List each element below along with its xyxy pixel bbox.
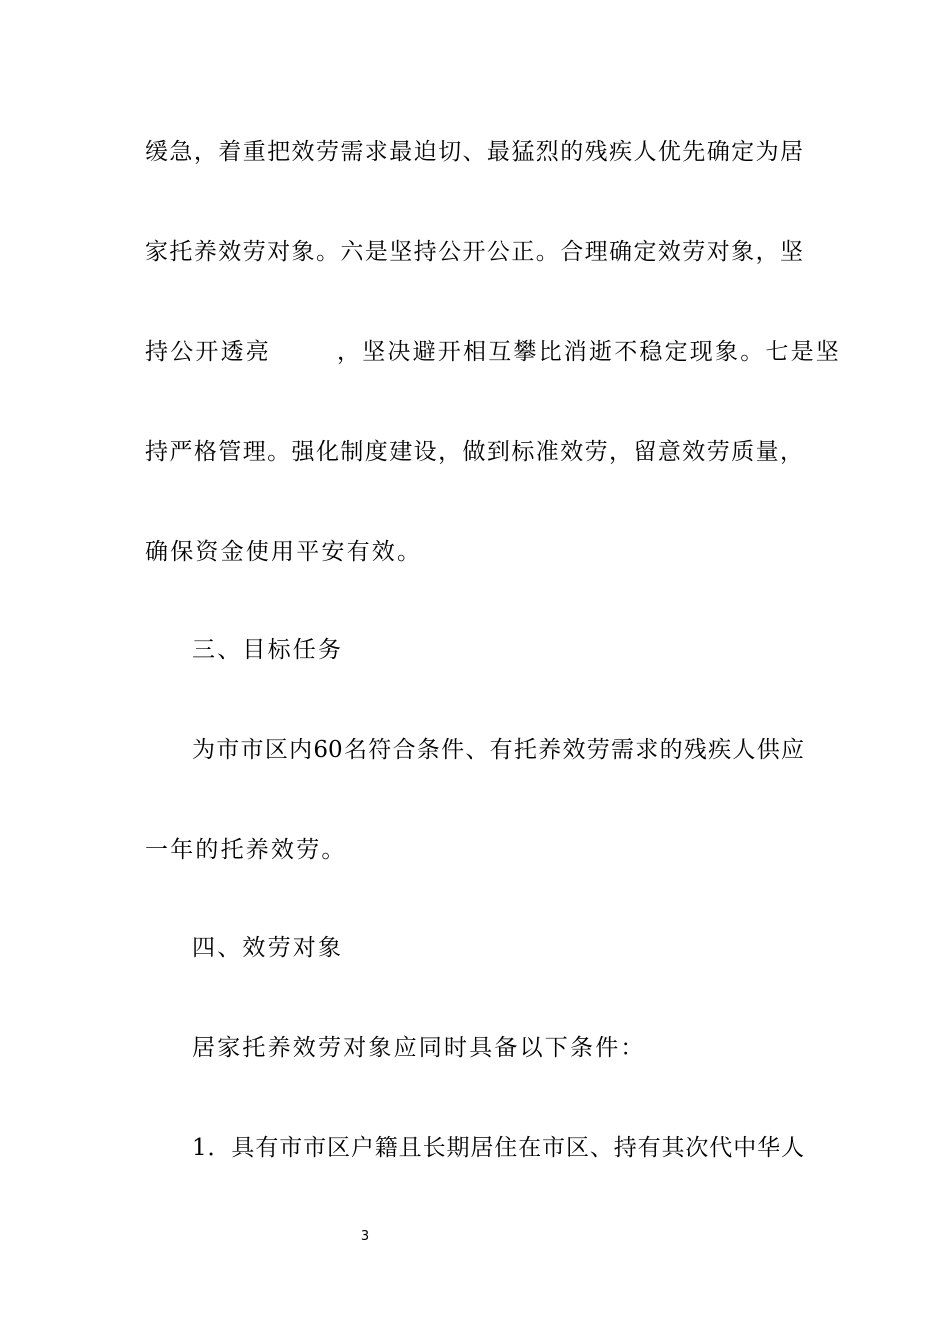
paragraph-line-1: 缓急，着重把效劳需求最迫切、最猛烈的残疾人优先确定为居 (145, 139, 803, 165)
paragraph-line-2: 家托养效劳对象。六是坚持公开公正。合理确定效劳对象，坚 (145, 239, 803, 265)
paragraph-line-7: 一年的托养效劳。 (145, 837, 347, 863)
paragraph-line-3-start: 持公开透亮 (145, 339, 271, 365)
paragraph-line-4: 持严格管理。强化制度建设，做到标准效劳，留意效劳质量， (145, 439, 803, 465)
paragraph-line-6: 为市市区内60名符合条件、有托养效劳需求的残疾人供应 (192, 737, 804, 763)
paragraph-line-9: 1．具有市市区户籍且长期居住在市区、持有其次代中华人 (192, 1135, 804, 1161)
paragraph-line-3-end: ，坚决避开相互攀比消逝不稳定现象。七是坚 (337, 339, 841, 365)
paragraph-line-3 (145, 337, 841, 367)
section-heading-3: 三、目标任务 (192, 637, 344, 663)
paragraph-line-5: 确保资金使用平安有效。 (145, 539, 423, 565)
paragraph-line-8: 居家托养效劳对象应同时具备以下条件： (192, 1035, 646, 1061)
section-heading-4: 四、效劳对象 (192, 935, 344, 961)
page-number: 3 (360, 1229, 370, 1244)
